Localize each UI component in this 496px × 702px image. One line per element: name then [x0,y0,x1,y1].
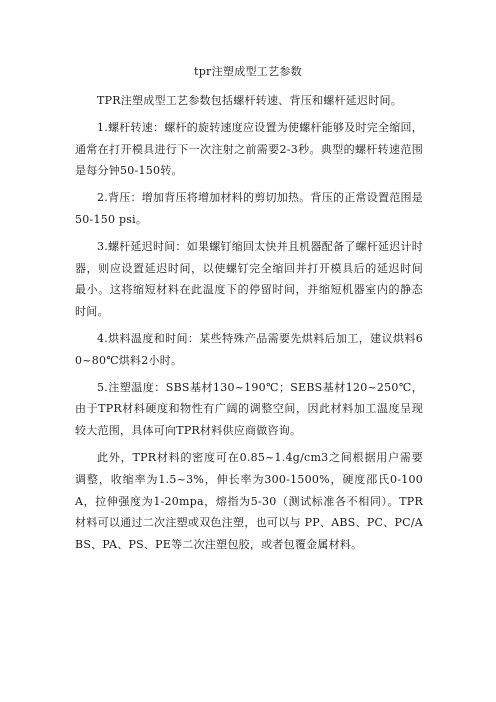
document-body [75,90,423,561]
paragraph-screw-speed: 1.螺杆转速：螺杆的旋转速度应设置为使螺杆能够及时完全缩回，通常在打开模具进行下一次注射之前需要2-3秒。典型的螺杆转速范围是每分钟50-150转。 [75,120,423,178]
paragraph-material-properties: 此外，TPR材料的密度可在0.85~1.4g/cm3之间根据用户需要调整，收缩率为1.5~3%，伸长率为300-1500%，硬度邵氏0-100A，拉伸强度为1-20mpa，熔指为5-30（测试标准各不相同）。TPR材料可以通过二次注塑或双色注塑，也可以与 PP、ABS、PC、PC/ABS、PA、PS、PE等二次注塑包胶，或者包覆金属材料。 [75,450,423,552]
document-title: tpr注塑成型工艺参数 [193,65,303,78]
paragraph-screw-delay: 3.螺杆延迟时间：如果螺钉缩回太快并且机器配备了螺杆延迟计时器，则应设置延迟时间，以使螺钉完全缩回并打开模具后的延迟时间最小。这将缩短材料在此温度下的停留时间，并缩短机器室内的静态时间。 [75,239,423,319]
paragraph-intro: TPR注塑成型工艺参数包括螺杆转速、背压和螺杆延迟时间。 [97,94,403,107]
paragraph-injection-temp: 5.注塑温度：SBS基材130~190℃；SEBS基材120~250℃，由于TPR材料硬度和物性有广阔的调整空间，因此材料加工温度呈现较大范围，具体可向TPR材料供应商做咨询。 [75,380,423,438]
paragraph-back-pressure: 2.背压：增加背压将增加材料的剪切加热。背压的正常设置范围是50-150 psi。 [75,191,423,226]
paragraph-drying: 4.烘料温度和时间：某些特殊产品需要先烘料后加工，建议烘料60~80℃烘料2小时。 [75,331,423,367]
